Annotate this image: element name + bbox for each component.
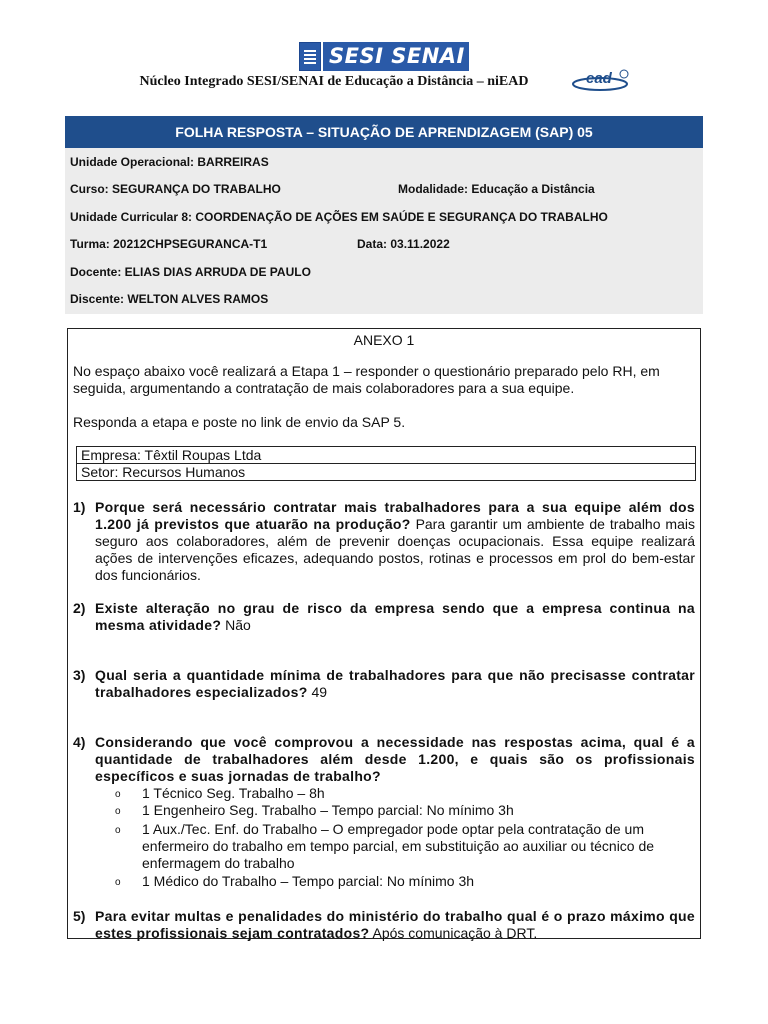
discente: Discente: WELTON ALVES RAMOS bbox=[70, 292, 269, 306]
turma: Turma: 20212CHPSEGURANCA-T1 bbox=[70, 237, 268, 251]
question-text: Existe alteração no grau de risco da empresa sendo que a empresa continua na mesma atividade? bbox=[95, 600, 695, 633]
anexo-box bbox=[67, 328, 701, 939]
question-text: Porque será necessário contratar mais trabalhadores para a sua equipe além dos 1.200 já previstos que atuarão na produção? bbox=[95, 499, 695, 532]
list-item bbox=[115, 802, 695, 819]
question-text: Considerando que você comprovou a necessidade nas respostas acima, qual é a quantidade de trabalhadores além desde 1.200, e quais são os profissionais específicos e suas jornadas de trabalho? bbox=[95, 734, 695, 784]
institution-name: Núcleo Integrado SESI/SENAI de Educação a Distância – niEAD bbox=[139, 74, 529, 89]
setor-cell: Setor: Recursos Humanos bbox=[77, 463, 695, 480]
answer-text: Não bbox=[221, 617, 251, 633]
intro-paragraph: No espaço abaixo você realizará a Etapa 1 – responder o questionário preparado pelo RH, em seguida, argumentando a contratação de mais colaboradores para a sua equipe. bbox=[73, 363, 660, 396]
question-number: 3) bbox=[73, 667, 86, 683]
bullet-marker: o bbox=[115, 806, 121, 817]
anexo-title: ANEXO 1 bbox=[353, 332, 415, 348]
unidade-curricular: Unidade Curricular 8: COORDENAÇÃO DE AÇÕES EM SAÚDE E SEGURANÇA DO TRABALHO bbox=[70, 210, 608, 224]
ead-logo bbox=[572, 68, 634, 92]
question-4 bbox=[73, 734, 695, 785]
question-number: 4) bbox=[73, 734, 86, 750]
question-text: Para evitar multas e penalidades do ministério do trabalho qual é o prazo máximo que estes profissionais sejam contratados? bbox=[95, 908, 695, 941]
sesi-emblem-icon bbox=[299, 42, 321, 71]
question-3 bbox=[73, 667, 695, 701]
answer-text: 49 bbox=[307, 684, 328, 700]
docente: Docente: ELIAS DIAS ARRUDA DE PAULO bbox=[70, 265, 311, 279]
student-info-block bbox=[65, 148, 703, 314]
list-item-text: 1 Engenheiro Seg. Trabalho – Tempo parcial: No mínimo 3h bbox=[142, 802, 514, 818]
list-item-text: 1 Técnico Seg. Trabalho – 8h bbox=[142, 785, 325, 801]
list-item bbox=[115, 873, 695, 890]
bullet-marker: o bbox=[115, 825, 121, 836]
company-table bbox=[76, 446, 696, 481]
modalidade: Modalidade: Educação a Distância bbox=[398, 182, 595, 196]
question-text: Qual seria a quantidade mínima de trabalhadores para que não precisasse contratar trabalhadores especializados? bbox=[95, 667, 695, 700]
bullet-marker: o bbox=[115, 789, 121, 800]
question-number: 1) bbox=[73, 499, 86, 515]
sesi-senai-logo bbox=[299, 42, 469, 71]
answer-text: Após comunicação à DRT. bbox=[369, 925, 538, 941]
question-number: 2) bbox=[73, 600, 86, 616]
curso: Curso: SEGURANÇA DO TRABALHO bbox=[70, 182, 281, 196]
question-5 bbox=[73, 908, 695, 942]
list-item-text: 1 Médico do Trabalho – Tempo parcial: No mínimo 3h bbox=[142, 873, 475, 889]
list-item bbox=[115, 785, 695, 802]
instruction-paragraph: Responda a etapa e poste no link de envio da SAP 5. bbox=[73, 414, 406, 430]
answer-text: Para garantir um ambiente de trabalho mais seguro aos colaboradores, além de prevenir doenças ocupacionais. Essa equipe realizará ações de intervenções eficazes, adequando postos, rotinas e processos em prol do bem-estar dos funcionários. bbox=[95, 516, 695, 583]
data: Data: 03.11.2022 bbox=[357, 237, 450, 251]
bullet-marker: o bbox=[115, 877, 121, 888]
list-item-text: 1 Aux./Tec. Enf. do Trabalho – O empregador pode optar pela contratação de um enfermeiro do trabalho em tempo parcial, em substituição ao auxiliar ou técnico de enfermagem do trabalho bbox=[142, 821, 655, 871]
ead-logo-text: ead bbox=[586, 70, 612, 87]
unidade-operacional: Unidade Operacional: BARREIRAS bbox=[70, 155, 269, 169]
list-item bbox=[115, 821, 695, 872]
question-2 bbox=[73, 600, 695, 634]
logo-text: SESI SENAI bbox=[321, 42, 469, 71]
empresa-cell: Empresa: Têxtil Roupas Ltda bbox=[81, 447, 262, 463]
question-1 bbox=[73, 499, 695, 584]
sheet-title: FOLHA RESPOSTA – SITUAÇÃO DE APRENDIZAGEM (SAP) 05 bbox=[65, 116, 703, 148]
question-number: 5) bbox=[73, 908, 86, 924]
